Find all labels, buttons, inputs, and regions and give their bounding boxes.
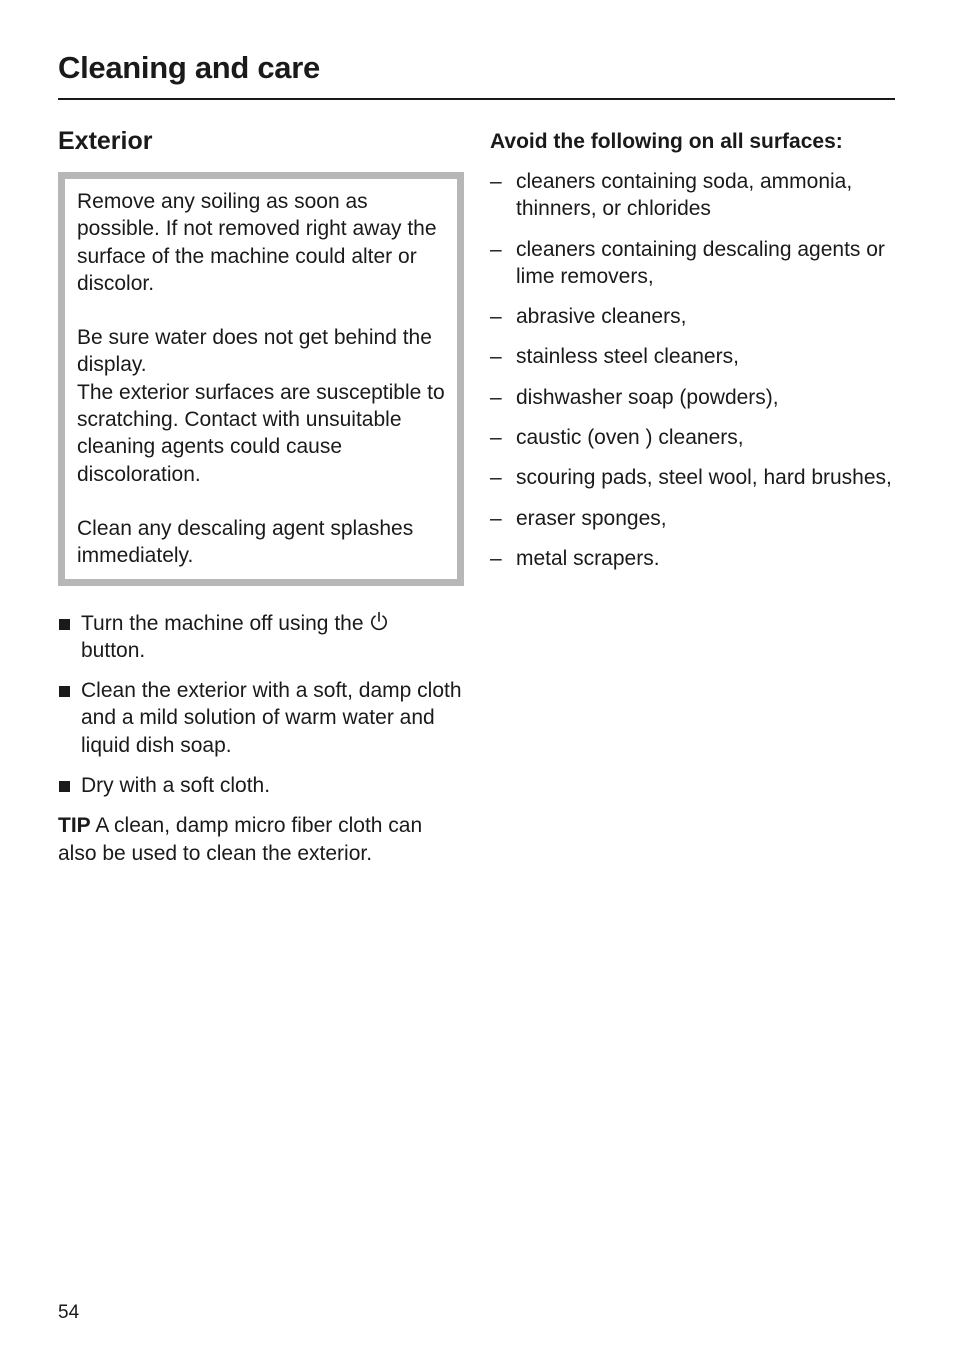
warning-text-scratching: The exterior surfaces are susceptible to scratching. Contact with unsuitable cleaning agents could cause discoloration. <box>77 380 445 486</box>
avoid-heading: Avoid the following on all surfaces: <box>490 130 843 153</box>
title-divider <box>58 98 895 100</box>
dash-bullet: – <box>490 426 502 450</box>
list-item <box>490 168 895 223</box>
step-text: Clean the exterior with a soft, damp cloth and a mild solution of warm water and liquid dish soap. <box>81 679 462 757</box>
right-column <box>490 128 895 585</box>
page-number: 54 <box>58 1302 80 1323</box>
dash-bullet: – <box>490 237 502 261</box>
dash-bullet: – <box>490 466 502 490</box>
dash-bullet: – <box>490 546 502 570</box>
left-column <box>58 124 466 867</box>
section-heading-exterior: Exterior <box>58 127 153 155</box>
warning-box <box>58 172 464 586</box>
list-item-text: scouring pads, steel wool, hard brushes, <box>516 466 892 490</box>
dash-bullet: – <box>490 506 502 530</box>
list-item <box>490 343 895 370</box>
step-text: Dry with a soft cloth. <box>81 774 271 798</box>
list-item <box>490 303 895 330</box>
dash-bullet: – <box>490 385 502 409</box>
warning-text-display: Be sure water does not get behind the display. <box>77 326 432 377</box>
square-bullet-icon <box>59 619 70 630</box>
warning-text-descaling: Clean any descaling agent splashes immediately. <box>77 516 414 568</box>
page-title: Cleaning and care <box>58 50 320 85</box>
list-item-text: dishwasher soap (powders), <box>516 385 779 409</box>
dash-bullet: – <box>490 305 502 329</box>
step-item <box>58 610 466 665</box>
list-item-text: metal scrapers. <box>516 546 660 570</box>
list-item-text: cleaners containing descaling agents or lime removers, <box>516 237 885 288</box>
list-item-text: abrasive cleaners, <box>516 305 687 329</box>
list-item <box>490 505 895 532</box>
step-item <box>58 677 466 759</box>
square-bullet-icon <box>59 686 70 697</box>
step-text-continued: button. <box>81 638 146 662</box>
tip-label: TIP <box>58 814 91 838</box>
power-icon <box>369 611 389 633</box>
dash-bullet: – <box>490 345 502 369</box>
tip-text: A clean, damp micro fiber cloth can also be used to clean the exterior. <box>58 814 423 865</box>
step-text: Turn the machine off using the <box>81 611 364 635</box>
warning-text-soiling: Remove any soiling as soon as possible. If not removed right away the surface of the machine could alter or discolor. <box>77 190 437 295</box>
step-item <box>58 772 466 799</box>
list-item-text: caustic (oven ) cleaners, <box>516 426 744 450</box>
instruction-steps <box>58 610 466 800</box>
avoid-list <box>490 168 895 572</box>
list-item <box>490 545 895 572</box>
list-item <box>490 464 895 491</box>
list-item-text: stainless steel cleaners, <box>516 345 739 369</box>
list-item <box>490 236 895 291</box>
list-item-text: eraser sponges, <box>516 506 667 530</box>
dash-bullet: – <box>490 170 502 193</box>
tip-paragraph <box>58 812 466 867</box>
list-item <box>490 384 895 411</box>
square-bullet-icon <box>59 781 70 792</box>
list-item <box>490 424 895 451</box>
list-item-text: cleaners containing soda, ammonia, thinners, or chlorides <box>516 170 853 221</box>
